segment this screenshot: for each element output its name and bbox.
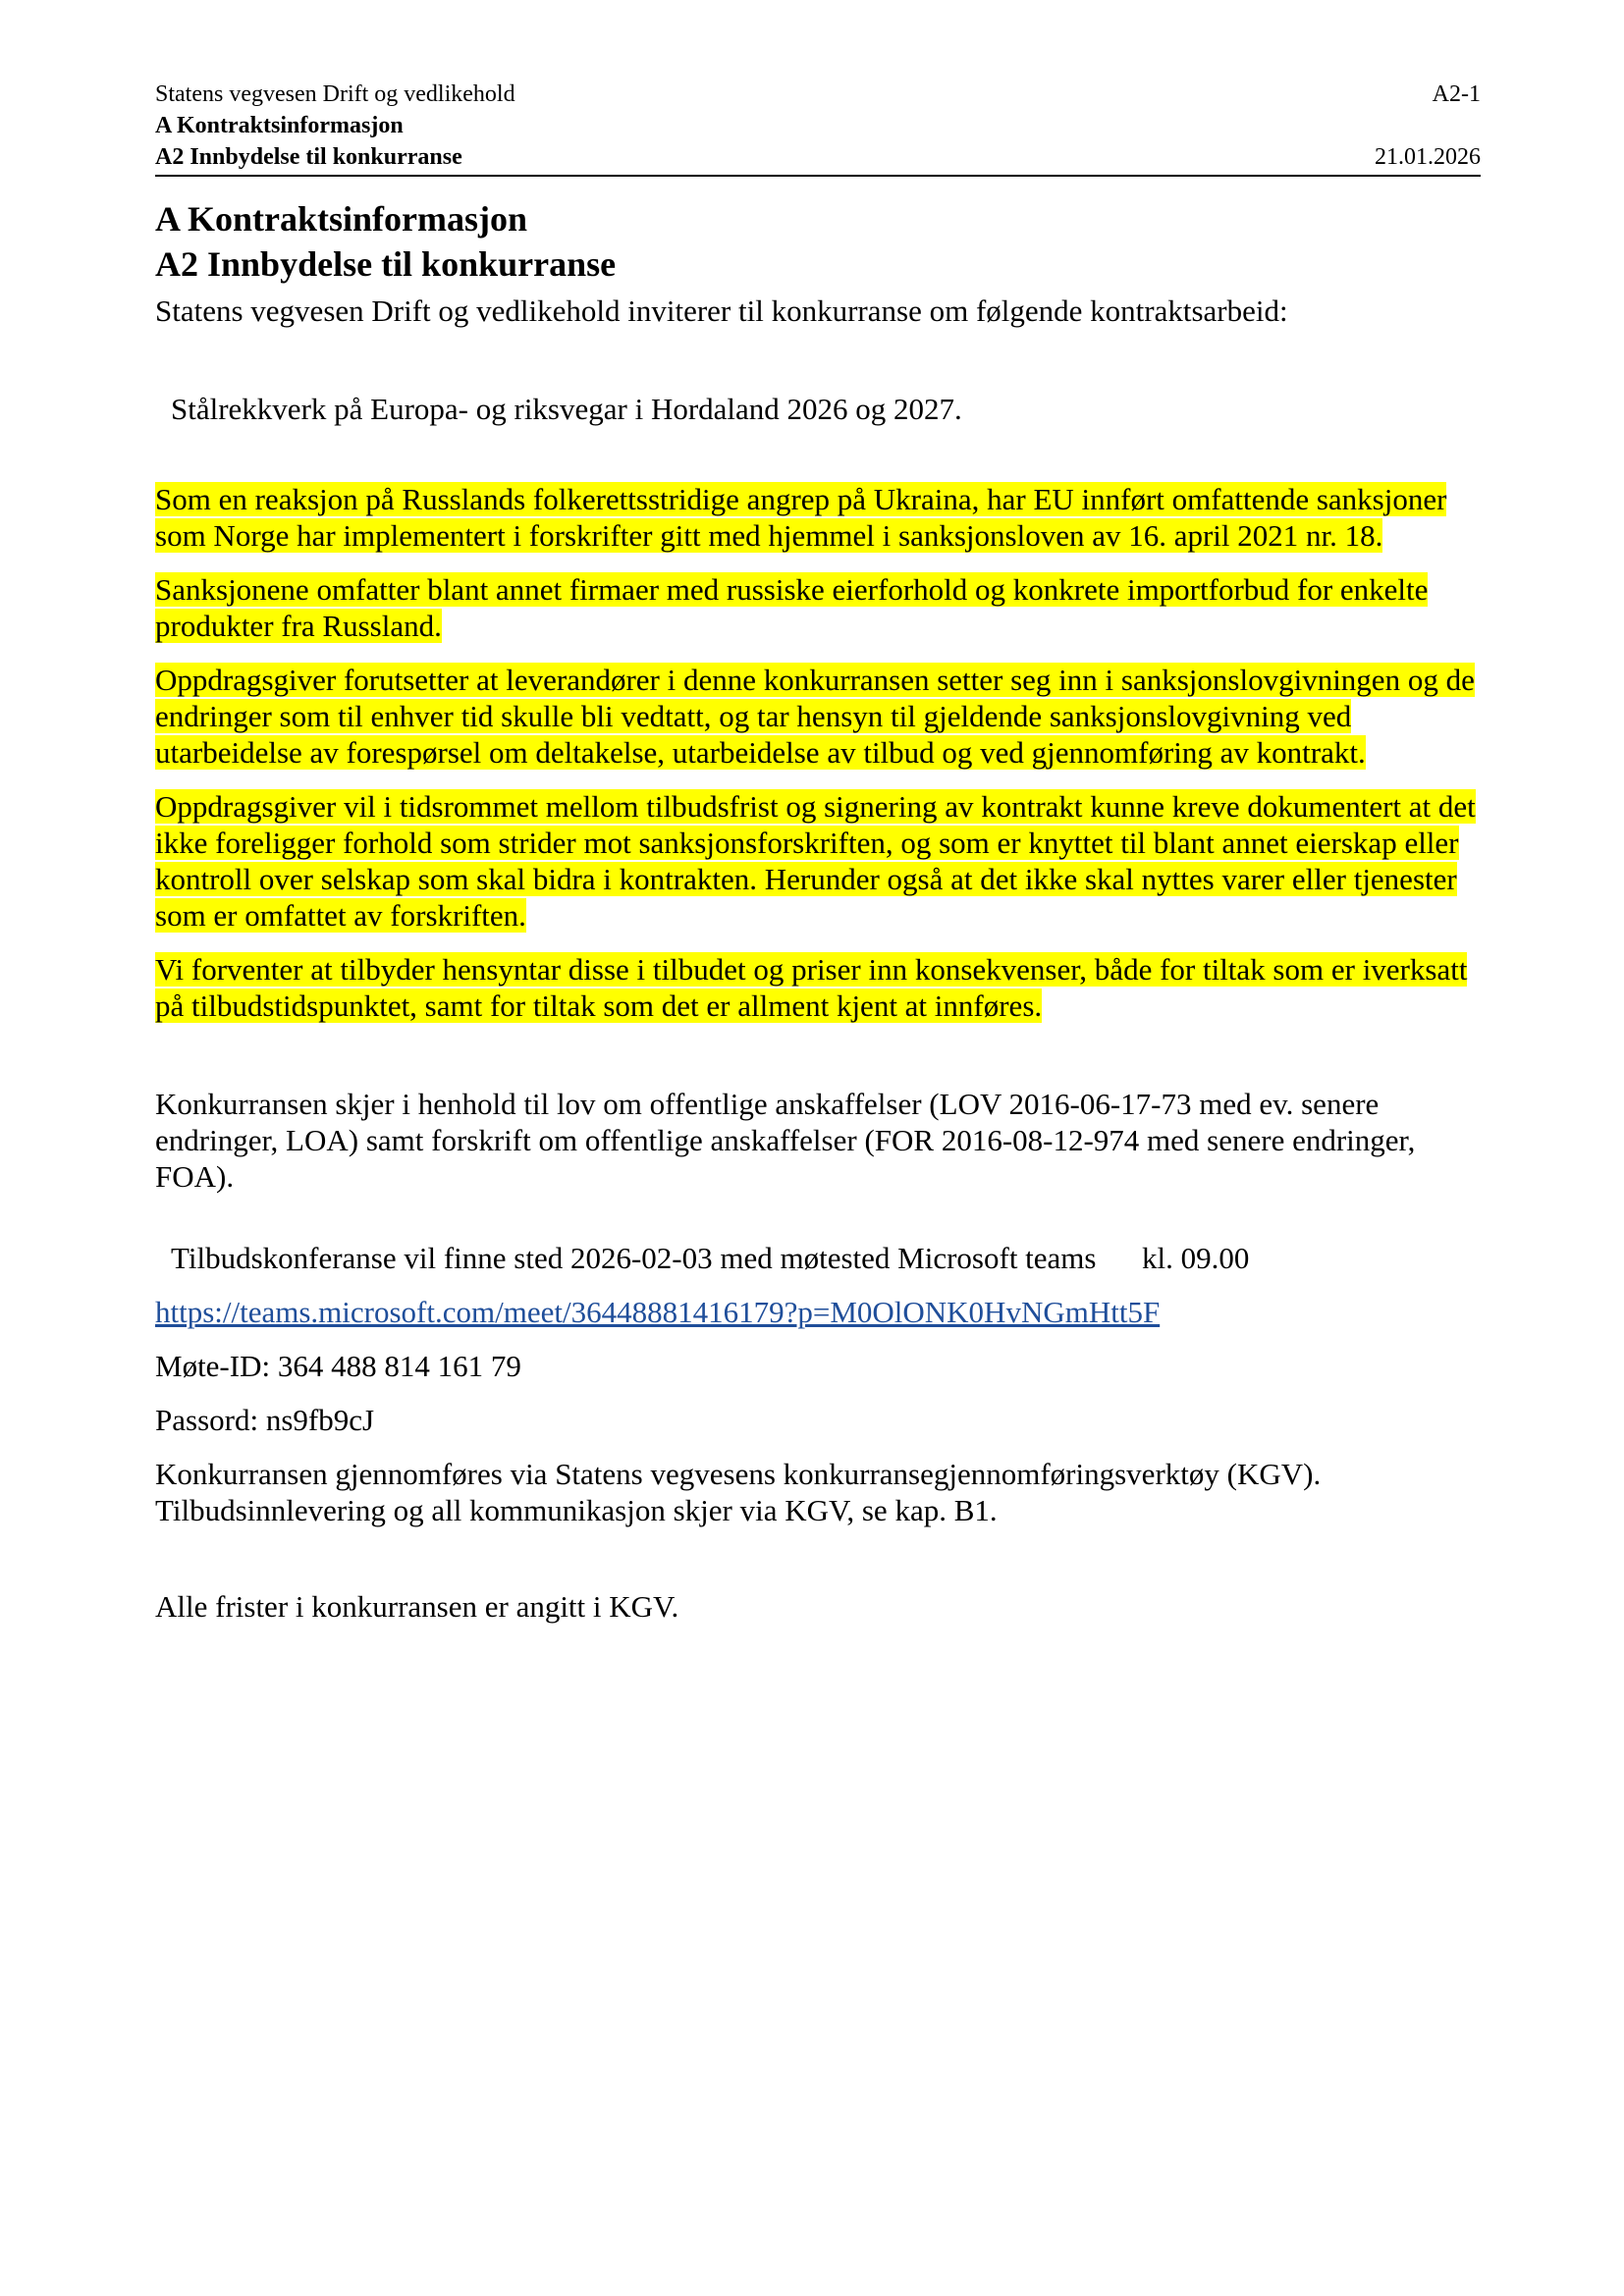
highlighted-text: Sanksjonene omfatter blant annet firmaer med russiske eierforhold og konkrete importforbud for enkelte produkter fra Russland. (155, 572, 1429, 643)
header-org: Statens vegvesen Drift og vedlikehold (155, 81, 515, 107)
law-paragraph: Konkurransen skjer i henhold til lov om offentlige anskaffelser (LOV 2016-06-17-73 med ev. senere endringer, LOA) samt forskrift om offentlige anskaffelser (FOR 2016-08-12-974 med senere endringer, FOA). (155, 1087, 1416, 1194)
sanctions-paragraph (155, 788, 1481, 934)
document-title (155, 196, 1481, 287)
header-section: A Kontraktsinformasjon (155, 113, 404, 138)
header-date: 21.01.2026 (1375, 144, 1481, 170)
title-line-2: A2 Innbydelse til konkurranse (155, 244, 617, 284)
page-header (155, 79, 1481, 177)
kgv-paragraph: Konkurransen gjennomføres via Statens vegvesens konkurransegjennomføringsverktøy (KGV). Tilbudsinnlevering og all kommunikasjon skjer via KGV, se kap. B1. (155, 1457, 1322, 1527)
document-page (155, 79, 1481, 1625)
deadlines-paragraph: Alle frister i konkurransen er angitt i KGV. (155, 1589, 679, 1624)
meeting-id: Møte-ID: 364 488 814 161 79 (155, 1349, 521, 1383)
highlighted-text: Som en reaksjon på Russlands folkerettsstridige angrep på Ukraina, har EU innført omfattende sanksjoner som Norge har implementert i forskrifter gitt med hjemmel i sanksjonsloven av 16. april 2021 nr. 18. (155, 482, 1447, 553)
sanctions-paragraph (155, 951, 1481, 1024)
project-name: Stålrekkverk på Europa- og riksvegar i Hordaland 2026 og 2027. (171, 392, 962, 426)
sanctions-paragraph (155, 571, 1481, 644)
intro-paragraph: Statens vegvesen Drift og vedlikehold inviterer til konkurranse om følgende kontraktsarbeid: (155, 294, 1288, 328)
sanctions-paragraph (155, 662, 1481, 771)
title-line-1: A Kontraktsinformasjon (155, 199, 528, 239)
meeting-password: Passord: ns9fb9cJ (155, 1403, 375, 1437)
sanctions-paragraph (155, 481, 1481, 554)
teams-meeting-link[interactable]: https://teams.microsoft.com/meet/36448881416179?p=M0OlONK0HvNGmHtt5F (155, 1295, 1161, 1329)
highlighted-text: Oppdragsgiver vil i tidsrommet mellom tilbudsfrist og signering av kontrakt kunne kreve dokumentert at det ikke foreligger forhold som strider mot sanksjonsforskriften, og som er knyttet til blant annet eierskap eller kontroll over selskap som skal bidra i kontrakten. Herunder også at det ikke skal nyttes varer eller tjenester som er omfattet av forskriften. (155, 789, 1476, 933)
conference-paragraph: Tilbudskonferanse vil finne sted 2026-02-03 med møtested Microsoft teams kl. 09.00 (171, 1241, 1250, 1275)
header-subsection: A2 Innbydelse til konkurranse (155, 144, 462, 170)
highlighted-text: Vi forventer at tilbyder hensyntar disse i tilbudet og priser inn konsekvenser, både for tiltak som er iverksatt på tilbudstidspunktet, samt for tiltak som det er allment kjent at innføres. (155, 952, 1468, 1023)
highlighted-text: Oppdragsgiver forutsetter at leverandører i denne konkurransen setter seg inn i sanksjonslovgivningen og de endringer som til enhver tid skulle bli vedtatt, og tar hensyn til gjeldende sanksjonslovgivning ved utarbeidelse av forespørsel om deltakelse, utarbeidelse av tilbud og ved gjennomføring av kontrakt. (155, 663, 1475, 770)
header-page-number: A2-1 (1432, 81, 1481, 107)
sanctions-section (155, 481, 1481, 1024)
